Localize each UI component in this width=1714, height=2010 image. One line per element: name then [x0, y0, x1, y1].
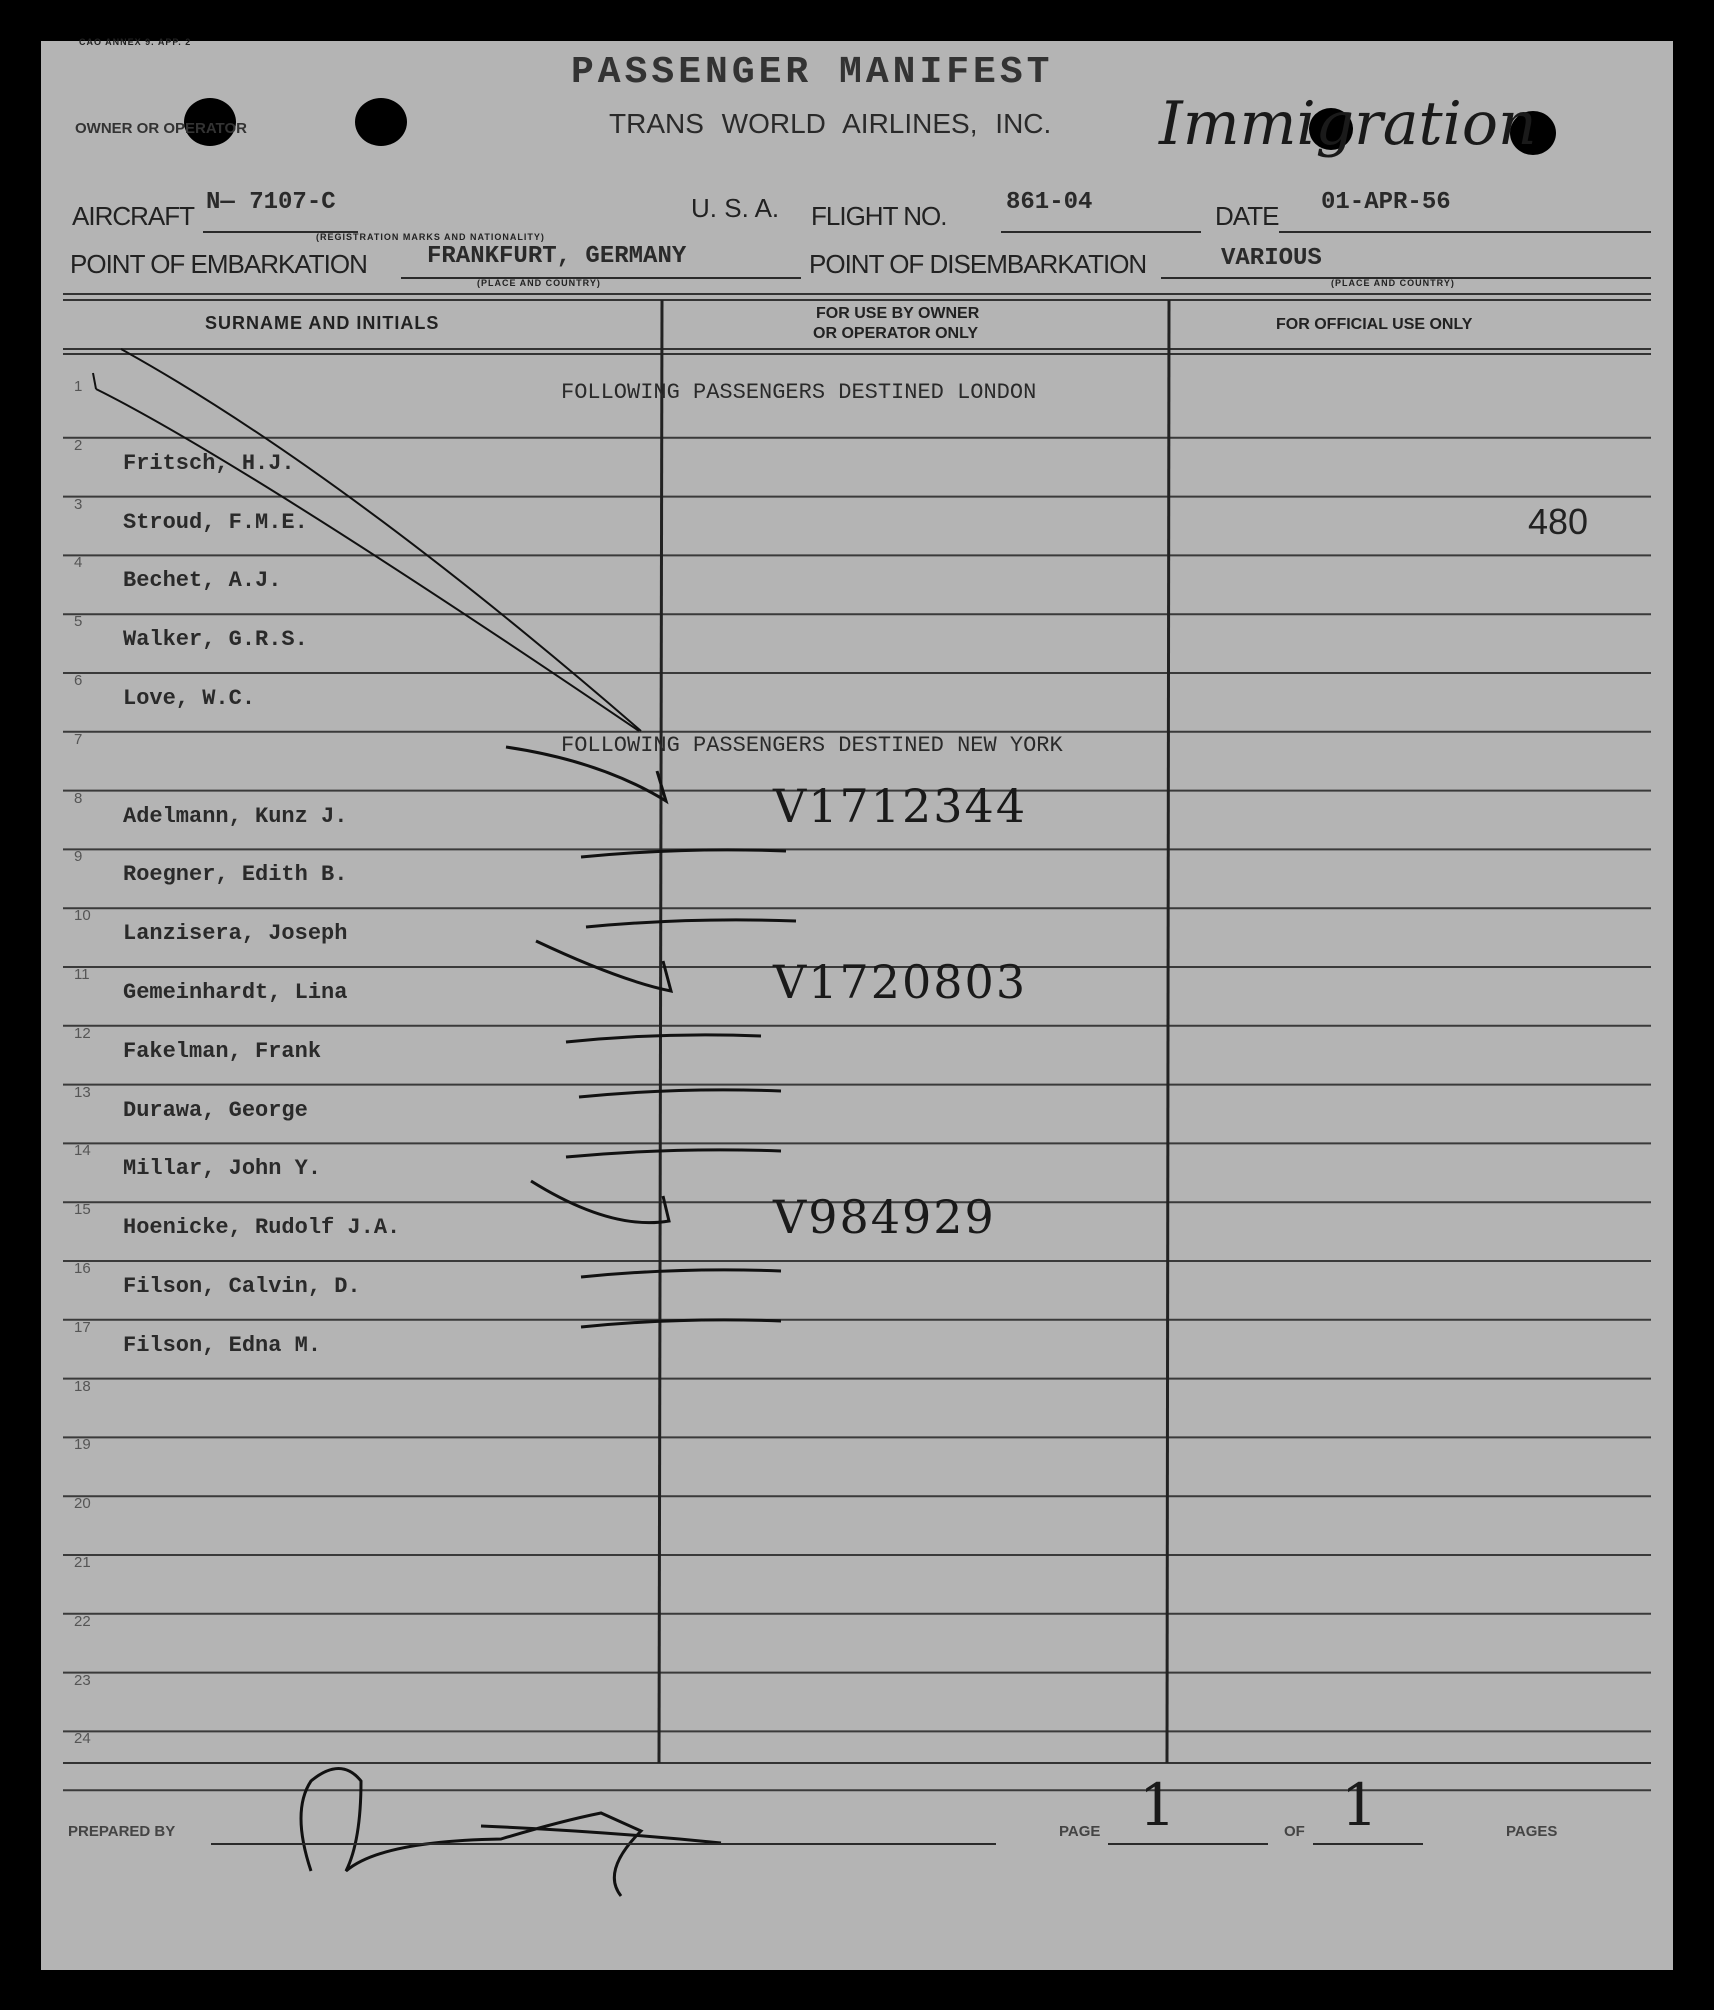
- visa-number: V1712344: [773, 778, 1028, 833]
- pen-dash: [581, 850, 786, 857]
- pen-stroke: [93, 373, 639, 731]
- col-owner-use-1: FOR USE BY OWNER: [816, 305, 980, 322]
- aircraft-note: (REGISTRATION MARKS AND NATIONALITY): [316, 232, 545, 242]
- row-number: 20: [74, 1495, 91, 1513]
- embark-label: POINT OF EMBARKATION: [70, 249, 367, 279]
- passenger-name: Fritsch, H.J.: [123, 450, 295, 476]
- pen-dash: [566, 1150, 781, 1157]
- embark-value: FRANKFURT, GERMANY: [427, 243, 687, 270]
- passenger-name: Fakelman, Frank: [123, 1038, 322, 1064]
- page-value: 1: [1139, 1771, 1176, 1839]
- row-number: 22: [74, 1612, 91, 1630]
- date-value: 01-APR-56: [1321, 189, 1451, 216]
- row-number: 5: [74, 613, 83, 631]
- manifest-title: PASSENGER MANIFEST: [571, 51, 1054, 94]
- owner-label: OWNER OR OPERATOR: [75, 120, 247, 137]
- row-number: 16: [74, 1260, 91, 1277]
- row-number: 6: [74, 672, 83, 689]
- passenger-name: Hoenicke, Rudolf J.A.: [123, 1215, 401, 1241]
- passenger-name: Lanzisera, Joseph: [123, 921, 348, 947]
- owner-name: TRANS WORLD AIRLINES, INC.: [609, 108, 1052, 139]
- pen-dash: [579, 1090, 781, 1097]
- signature: [301, 1769, 721, 1897]
- col-owner-use-2: OR OPERATOR ONLY: [813, 325, 979, 342]
- column-divider: [659, 300, 662, 1763]
- flight-label: FLIGHT NO.: [811, 201, 947, 231]
- disembark-note: (PLACE AND COUNTRY): [1331, 278, 1455, 288]
- immigration-stamp: Immigration: [1159, 89, 1537, 159]
- row-number: 1: [74, 378, 83, 395]
- row-number: 17: [74, 1318, 91, 1336]
- row-number: 21: [74, 1554, 91, 1571]
- passenger-name: Roegner, Edith B.: [123, 862, 348, 888]
- aircraft-label: AIRCRAFT: [72, 201, 194, 231]
- destination-heading: FOLLOWING PASSENGERS DESTINED LONDON: [561, 380, 1037, 405]
- page-label: PAGE: [1059, 1823, 1101, 1840]
- aircraft-value: N— 7107-C: [206, 189, 336, 216]
- row-number: 19: [74, 1436, 91, 1454]
- pen-dash: [581, 1320, 781, 1327]
- passenger-name: Adelmann, Kunz J.: [123, 803, 348, 829]
- column-divider: [1167, 300, 1169, 1763]
- flight-value: 861-04: [1006, 189, 1093, 216]
- passenger-name: Bechet, A.J.: [123, 568, 282, 594]
- disembark-label: POINT OF DISEMBARKATION: [809, 249, 1147, 279]
- col-official: FOR OFFICIAL USE ONLY: [1276, 316, 1473, 333]
- annex-label: CAO ANNEX 9. APP. 2: [79, 37, 192, 47]
- row-number: 10: [74, 907, 91, 925]
- visa-number: V984929: [773, 1190, 996, 1245]
- pen-dash: [581, 1270, 781, 1277]
- row-number: 3: [74, 495, 83, 513]
- pages-label: PAGES: [1506, 1823, 1558, 1840]
- row-number: 13: [74, 1083, 91, 1101]
- of-label: OF: [1284, 1823, 1305, 1840]
- row-number: 2: [74, 436, 83, 454]
- row-number: 15: [74, 1201, 91, 1219]
- prepared-label: PREPARED BY: [68, 1823, 176, 1840]
- pen-dash: [586, 920, 796, 927]
- row-number: 11: [74, 966, 90, 983]
- passenger-name: Walker, G.R.S.: [123, 627, 308, 653]
- row-number: 14: [74, 1142, 91, 1160]
- passenger-name: Love, W.C.: [123, 686, 256, 711]
- row-number: 12: [74, 1024, 91, 1042]
- row-number: 9: [74, 848, 83, 866]
- destination-heading: FOLLOWING PASSENGERS DESTINED NEW YORK: [561, 732, 1063, 758]
- official-mark: 480: [1528, 500, 1589, 542]
- passenger-name: Durawa, George: [123, 1097, 308, 1123]
- row-number: 18: [74, 1377, 91, 1395]
- visa-number: V1720803: [773, 955, 1028, 1009]
- pen-dash: [566, 1035, 761, 1042]
- row-number: 24: [74, 1730, 91, 1748]
- passenger-name: Stroud, F.M.E.: [123, 509, 308, 535]
- passenger-name: Millar, John Y.: [123, 1156, 322, 1182]
- row-number: 4: [74, 554, 83, 572]
- embark-note: (PLACE AND COUNTRY): [477, 278, 601, 288]
- disembark-value: VARIOUS: [1221, 245, 1322, 272]
- passenger-name: Filson, Edna M.: [123, 1332, 322, 1358]
- col-surname: SURNAME AND INITIALS: [205, 313, 440, 333]
- of-value: 1: [1341, 1771, 1378, 1839]
- usa-label: U. S. A.: [691, 193, 780, 223]
- row-number: 23: [74, 1671, 91, 1689]
- manifest-page: [41, 37, 1673, 1970]
- row-number: 7: [74, 730, 83, 748]
- date-label: DATE: [1215, 201, 1279, 231]
- passenger-name: Gemeinhardt, Lina: [123, 980, 348, 1005]
- row-number: 8: [74, 789, 83, 807]
- passenger-name: Filson, Calvin, D.: [123, 1274, 361, 1299]
